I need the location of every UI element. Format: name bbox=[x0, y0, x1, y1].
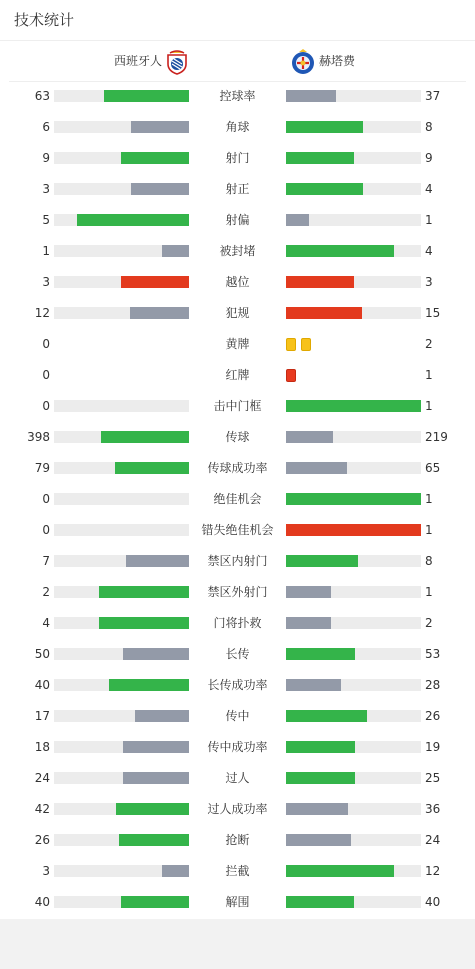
away-stat-value: 1 bbox=[425, 399, 433, 413]
stat-label: 绝佳机会 bbox=[213, 492, 262, 506]
stat-row bbox=[0, 329, 475, 360]
home-stat-bar bbox=[54, 679, 189, 691]
home-stat-bar-fill bbox=[131, 121, 189, 133]
away-stat-bar-fill bbox=[286, 896, 354, 908]
away-stat-bar-fill bbox=[286, 586, 331, 598]
away-stat-value: 9 bbox=[425, 151, 433, 165]
stat-row bbox=[0, 360, 475, 391]
stat-label: 抢断 bbox=[225, 833, 250, 847]
away-stat-value: 37 bbox=[425, 89, 441, 103]
home-stat-value: 0 bbox=[42, 337, 50, 351]
stat-row bbox=[0, 422, 475, 453]
stat-row bbox=[0, 546, 475, 577]
home-stat-bar-fill bbox=[123, 772, 189, 784]
away-stat-bar bbox=[286, 245, 421, 257]
away-stat-value: 219 bbox=[425, 430, 448, 444]
home-stat-bar bbox=[54, 586, 189, 598]
away-stat-value: 8 bbox=[425, 120, 433, 134]
stat-label: 拦截 bbox=[225, 864, 250, 878]
away-stat-value: 19 bbox=[425, 740, 441, 754]
away-stat-bar-fill bbox=[286, 121, 363, 133]
home-stat-bar bbox=[54, 431, 189, 443]
home-stat-bar bbox=[54, 741, 189, 753]
away-stat-bar-fill bbox=[286, 462, 347, 474]
away-stat-value: 1 bbox=[425, 368, 433, 382]
away-stat-bar-fill bbox=[286, 400, 421, 412]
stat-row bbox=[0, 81, 475, 112]
home-stat-bar bbox=[54, 307, 189, 319]
home-stat-bar-fill bbox=[130, 307, 189, 319]
stat-label: 门将扑救 bbox=[213, 616, 262, 630]
home-stat-value: 7 bbox=[42, 554, 50, 568]
home-stat-value: 6 bbox=[42, 120, 50, 134]
away-stat-value: 36 bbox=[425, 802, 441, 816]
home-stat-bar-fill bbox=[123, 741, 189, 753]
home-stat-bar-fill bbox=[121, 276, 189, 288]
stat-label: 传球成功率 bbox=[207, 461, 268, 475]
stat-row bbox=[0, 391, 475, 422]
home-stat-bar bbox=[54, 772, 189, 784]
home-stat-bar bbox=[54, 462, 189, 474]
home-stat-bar-fill bbox=[131, 183, 189, 195]
home-stat-bar bbox=[54, 493, 189, 505]
home-stat-value: 63 bbox=[34, 89, 50, 103]
stat-label: 控球率 bbox=[219, 89, 256, 103]
stat-row bbox=[0, 453, 475, 484]
home-stat-value: 42 bbox=[34, 802, 50, 816]
home-stat-bar-fill bbox=[162, 865, 189, 877]
yellow-card-icon bbox=[286, 338, 296, 351]
away-stat-bar bbox=[286, 183, 421, 195]
away-stat-bar-fill bbox=[286, 865, 394, 877]
away-stat-bar bbox=[286, 586, 421, 598]
away-stat-bar-fill bbox=[286, 214, 309, 226]
away-stat-value: 1 bbox=[425, 585, 433, 599]
home-stat-bar-fill bbox=[104, 90, 189, 102]
home-stat-bar-fill bbox=[101, 431, 189, 443]
stat-row bbox=[0, 639, 475, 670]
divider bbox=[0, 40, 475, 41]
home-stat-value: 3 bbox=[42, 275, 50, 289]
away-stat-bar bbox=[286, 90, 421, 102]
away-stat-bar-fill bbox=[286, 617, 331, 629]
stat-label: 长传成功率 bbox=[207, 678, 268, 692]
away-stat-bar-fill bbox=[286, 555, 358, 567]
away-stat-value: 65 bbox=[425, 461, 441, 475]
stat-label: 犯规 bbox=[225, 306, 250, 320]
away-stat-value: 4 bbox=[425, 182, 433, 196]
stat-row bbox=[0, 701, 475, 732]
home-stat-bar bbox=[54, 834, 189, 846]
stat-row bbox=[0, 732, 475, 763]
away-stat-value: 8 bbox=[425, 554, 433, 568]
stat-label: 射偏 bbox=[225, 213, 250, 227]
away-team-name[interactable]: 赫塔费 bbox=[319, 54, 356, 68]
home-stat-value: 0 bbox=[42, 523, 50, 537]
stat-row bbox=[0, 112, 475, 143]
stat-row bbox=[0, 794, 475, 825]
stat-label: 禁区外射门 bbox=[207, 585, 268, 599]
away-stat-value: 25 bbox=[425, 771, 441, 785]
home-stat-bar bbox=[54, 276, 189, 288]
home-stat-value: 79 bbox=[34, 461, 50, 475]
away-stat-bar-fill bbox=[286, 245, 394, 257]
away-card-icons bbox=[286, 338, 316, 351]
home-stat-bar bbox=[54, 214, 189, 226]
stat-label: 射门 bbox=[225, 151, 250, 165]
away-stat-bar-fill bbox=[286, 834, 351, 846]
home-stat-bar-fill bbox=[121, 152, 189, 164]
stat-row bbox=[0, 298, 475, 329]
away-stat-bar bbox=[286, 431, 421, 443]
home-stat-bar bbox=[54, 152, 189, 164]
home-stat-bar bbox=[54, 710, 189, 722]
away-stat-value: 3 bbox=[425, 275, 433, 289]
stat-label: 击中门框 bbox=[213, 399, 262, 413]
away-stat-bar-fill bbox=[286, 431, 333, 443]
away-stat-bar bbox=[286, 493, 421, 505]
home-stat-bar-fill bbox=[99, 617, 189, 629]
away-stat-bar bbox=[286, 741, 421, 753]
home-stat-value: 0 bbox=[42, 368, 50, 382]
home-stat-bar-fill bbox=[121, 896, 189, 908]
away-stat-bar-fill bbox=[286, 679, 341, 691]
away-stat-value: 2 bbox=[425, 337, 433, 351]
away-stat-bar bbox=[286, 524, 421, 536]
stat-label: 传中 bbox=[225, 709, 250, 723]
away-stat-bar-fill bbox=[286, 276, 354, 288]
home-stat-value: 3 bbox=[42, 864, 50, 878]
stat-row bbox=[0, 484, 475, 515]
away-stat-bar-fill bbox=[286, 741, 355, 753]
away-stat-bar-fill bbox=[286, 803, 348, 815]
home-stat-value: 3 bbox=[42, 182, 50, 196]
stat-row bbox=[0, 608, 475, 639]
stat-row bbox=[0, 856, 475, 887]
stat-row bbox=[0, 825, 475, 856]
away-stat-bar-fill bbox=[286, 493, 421, 505]
away-stat-bar bbox=[286, 648, 421, 660]
home-stat-bar bbox=[54, 400, 189, 412]
away-stat-bar bbox=[286, 710, 421, 722]
stat-row bbox=[0, 174, 475, 205]
away-stat-bar-fill bbox=[286, 152, 354, 164]
home-stat-bar bbox=[54, 617, 189, 629]
away-stat-bar bbox=[286, 462, 421, 474]
home-stat-bar bbox=[54, 524, 189, 536]
home-stat-bar-fill bbox=[116, 803, 189, 815]
home-stat-bar-fill bbox=[126, 555, 189, 567]
away-stat-bar-fill bbox=[286, 90, 336, 102]
home-stat-bar bbox=[54, 648, 189, 660]
home-stat-bar-fill bbox=[162, 245, 189, 257]
stat-row bbox=[0, 143, 475, 174]
stat-row bbox=[0, 887, 475, 918]
home-stat-value: 40 bbox=[34, 895, 50, 909]
stat-row bbox=[0, 670, 475, 701]
stat-label: 红牌 bbox=[225, 368, 250, 382]
away-stat-bar bbox=[286, 679, 421, 691]
away-stat-value: 53 bbox=[425, 647, 441, 661]
away-stat-bar bbox=[286, 834, 421, 846]
home-stat-value: 5 bbox=[42, 213, 50, 227]
stat-row bbox=[0, 577, 475, 608]
home-stat-value: 40 bbox=[34, 678, 50, 692]
away-stat-value: 2 bbox=[425, 616, 433, 630]
espanyol-crest-icon[interactable] bbox=[165, 49, 189, 75]
red-card-icon bbox=[286, 369, 296, 382]
away-stat-value: 1 bbox=[425, 213, 433, 227]
home-stat-value: 50 bbox=[34, 647, 50, 661]
stat-label: 角球 bbox=[225, 120, 250, 134]
away-stat-bar bbox=[286, 617, 421, 629]
away-stat-bar-fill bbox=[286, 648, 355, 660]
section-title: 技术统计 bbox=[14, 11, 75, 29]
away-stat-value: 4 bbox=[425, 244, 433, 258]
stat-label: 传中成功率 bbox=[207, 740, 268, 754]
home-stat-value: 398 bbox=[27, 430, 50, 444]
away-stat-bar bbox=[286, 865, 421, 877]
away-stat-bar bbox=[286, 772, 421, 784]
away-stat-bar-fill bbox=[286, 183, 363, 195]
home-stat-value: 12 bbox=[34, 306, 50, 320]
getafe-crest-icon[interactable] bbox=[291, 49, 315, 75]
home-stat-value: 0 bbox=[42, 492, 50, 506]
away-stat-bar-fill bbox=[286, 772, 355, 784]
away-stat-value: 28 bbox=[425, 678, 441, 692]
away-stat-bar bbox=[286, 555, 421, 567]
stat-row bbox=[0, 763, 475, 794]
home-stat-value: 17 bbox=[34, 709, 50, 723]
home-stat-bar bbox=[54, 90, 189, 102]
home-stat-bar bbox=[54, 896, 189, 908]
home-stat-value: 18 bbox=[34, 740, 50, 754]
stat-row bbox=[0, 515, 475, 546]
home-stat-bar bbox=[54, 245, 189, 257]
home-stat-bar bbox=[54, 803, 189, 815]
home-stat-bar bbox=[54, 121, 189, 133]
away-stat-bar bbox=[286, 896, 421, 908]
home-stat-bar-fill bbox=[109, 679, 189, 691]
stat-label: 黄牌 bbox=[225, 337, 250, 351]
stat-row bbox=[0, 267, 475, 298]
home-stat-value: 2 bbox=[42, 585, 50, 599]
away-stat-value: 12 bbox=[425, 864, 441, 878]
away-stat-value: 15 bbox=[425, 306, 441, 320]
away-card-icons bbox=[286, 369, 301, 382]
stat-label: 越位 bbox=[225, 275, 250, 289]
away-stat-value: 40 bbox=[425, 895, 441, 909]
home-stat-bar bbox=[54, 183, 189, 195]
home-stat-value: 9 bbox=[42, 151, 50, 165]
home-stat-value: 0 bbox=[42, 399, 50, 413]
home-stat-bar-fill bbox=[119, 834, 189, 846]
home-stat-bar bbox=[54, 555, 189, 567]
home-stat-value: 26 bbox=[34, 833, 50, 847]
away-stat-bar bbox=[286, 152, 421, 164]
home-stat-bar-fill bbox=[77, 214, 189, 226]
away-stat-bar bbox=[286, 121, 421, 133]
stat-label: 解围 bbox=[225, 895, 250, 909]
away-stat-bar bbox=[286, 803, 421, 815]
away-stat-value: 1 bbox=[425, 492, 433, 506]
away-stat-bar bbox=[286, 276, 421, 288]
away-stat-bar-fill bbox=[286, 524, 421, 536]
away-stat-bar bbox=[286, 214, 421, 226]
home-stat-bar-fill bbox=[123, 648, 189, 660]
home-team-name[interactable]: 西班牙人 bbox=[113, 54, 162, 68]
home-stat-value: 4 bbox=[42, 616, 50, 630]
stat-label: 禁区内射门 bbox=[207, 554, 268, 568]
away-stat-value: 24 bbox=[425, 833, 441, 847]
stat-label: 传球 bbox=[225, 430, 250, 444]
stat-label: 被封堵 bbox=[219, 244, 256, 258]
home-stat-value: 24 bbox=[34, 771, 50, 785]
home-stat-bar-fill bbox=[99, 586, 189, 598]
stat-label: 射正 bbox=[225, 182, 250, 196]
away-stat-bar-fill bbox=[286, 710, 367, 722]
home-stat-bar-fill bbox=[115, 462, 189, 474]
stat-label: 长传 bbox=[225, 647, 250, 661]
stat-label: 过人 bbox=[225, 771, 250, 785]
stat-row bbox=[0, 205, 475, 236]
yellow-card-icon bbox=[301, 338, 311, 351]
away-stat-bar-fill bbox=[286, 307, 362, 319]
away-stat-value: 1 bbox=[425, 523, 433, 537]
home-stat-value: 1 bbox=[42, 244, 50, 258]
stat-row bbox=[0, 236, 475, 267]
home-stat-bar bbox=[54, 865, 189, 877]
away-stat-bar bbox=[286, 400, 421, 412]
stat-label: 错失绝佳机会 bbox=[201, 523, 274, 537]
stat-label: 过人成功率 bbox=[207, 802, 268, 816]
away-stat-value: 26 bbox=[425, 709, 441, 723]
home-stat-bar-fill bbox=[135, 710, 189, 722]
away-stat-bar bbox=[286, 307, 421, 319]
